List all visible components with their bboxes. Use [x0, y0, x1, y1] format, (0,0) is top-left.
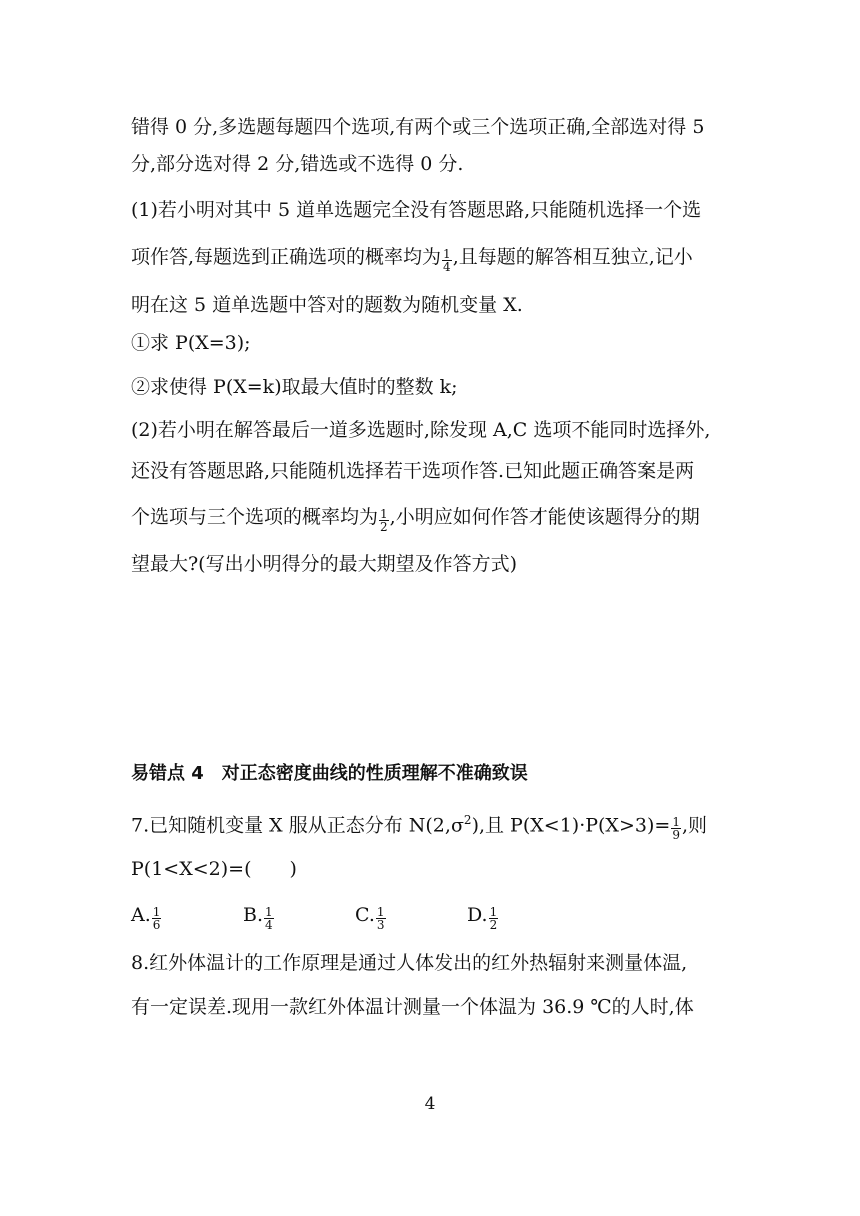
fraction-denominator: 4	[265, 917, 273, 932]
text-line: 分,部分选对得 2 分,错选或不选得 0 分.	[131, 153, 464, 175]
text-segment: 项作答,每题选到正确选项的概率均为	[131, 246, 442, 268]
fraction-numerator: 1	[489, 904, 498, 919]
text-line: 还没有答题思路,只能随机选择若干选项作答.已知此题正确答案是两	[131, 460, 695, 482]
fraction-denominator: 6	[152, 917, 161, 932]
fraction-denominator: 2	[489, 917, 498, 932]
fraction-numerator: 1	[152, 904, 161, 919]
text-segment: ,且每题的解答相互独立,记小	[452, 246, 693, 268]
fraction	[152, 906, 162, 931]
fraction	[379, 508, 389, 533]
text-line: (2)若小明在解答最后一道多选题时,除发现 A,C 选项不能同时选择外,	[131, 419, 711, 441]
fraction-numerator: 1	[672, 814, 680, 829]
option-b[interactable]	[243, 903, 355, 932]
text-line: 错得 0 分,多选题每题四个选项,有两个或三个选项正确,全部选对得 5	[131, 116, 705, 138]
fraction-denominator: 3	[376, 917, 385, 932]
text-line: ①求 P(X=3);	[131, 332, 251, 354]
fraction-numerator: 1	[443, 246, 451, 261]
section-heading: 易错点 4 对正态密度曲线的性质理解不准确致误	[131, 763, 528, 784]
fraction	[376, 906, 386, 931]
text-segment: 个选项与三个选项的概率均为	[131, 506, 379, 528]
option-label: B.	[243, 904, 264, 926]
text-line	[131, 505, 700, 534]
fraction	[489, 906, 499, 931]
text-line: ②求使得 P(X=k)取最大值时的整数 k;	[131, 376, 458, 398]
text-segment: ,则	[681, 814, 707, 837]
fraction-numerator: 1	[380, 506, 388, 521]
fraction	[264, 906, 274, 931]
text-segment: ),且 P(X<1)·P(X>3)=	[471, 814, 671, 837]
page-number: 4	[424, 1094, 436, 1114]
fraction	[671, 816, 681, 841]
option-label: D.	[467, 904, 488, 926]
fraction-denominator: 9	[672, 827, 680, 842]
option-label: C.	[355, 904, 375, 926]
superscript: 2	[463, 813, 472, 827]
option-c[interactable]	[355, 903, 467, 932]
option-a[interactable]	[131, 903, 243, 932]
option-d[interactable]	[467, 903, 579, 932]
answer-options	[131, 903, 579, 932]
text-line: 8.红外体温计的工作原理是通过人体发出的红外热辐射来测量体温,	[131, 952, 688, 974]
text-line: 明在这 5 道单选题中答对的题数为随机变量 X.	[131, 294, 523, 316]
text-line: 有一定误差.现用一款红外体温计测量一个体温为 36.9 ℃的人时,体	[131, 996, 694, 1018]
fraction-numerator: 1	[376, 904, 385, 919]
text-segment: 7.已知随机变量 X 服从正态分布 N(2,σ	[131, 814, 464, 837]
text-segment: ,小明应如何作答才能使该题得分的期	[389, 506, 700, 528]
fraction-denominator: 2	[380, 519, 388, 534]
fraction-numerator: 1	[265, 904, 273, 919]
text-line	[131, 808, 707, 842]
fraction	[442, 248, 452, 273]
option-label: A.	[131, 904, 151, 926]
fraction-denominator: 4	[443, 259, 451, 274]
text-line: P(1<X<2)=( )	[131, 858, 297, 880]
text-line: (1)若小明对其中 5 道单选题完全没有答题思路,只能随机选择一个选	[131, 199, 702, 221]
text-line	[131, 245, 693, 274]
text-line: 望最大?(写出小明得分的最大期望及作答方式)	[131, 553, 518, 575]
